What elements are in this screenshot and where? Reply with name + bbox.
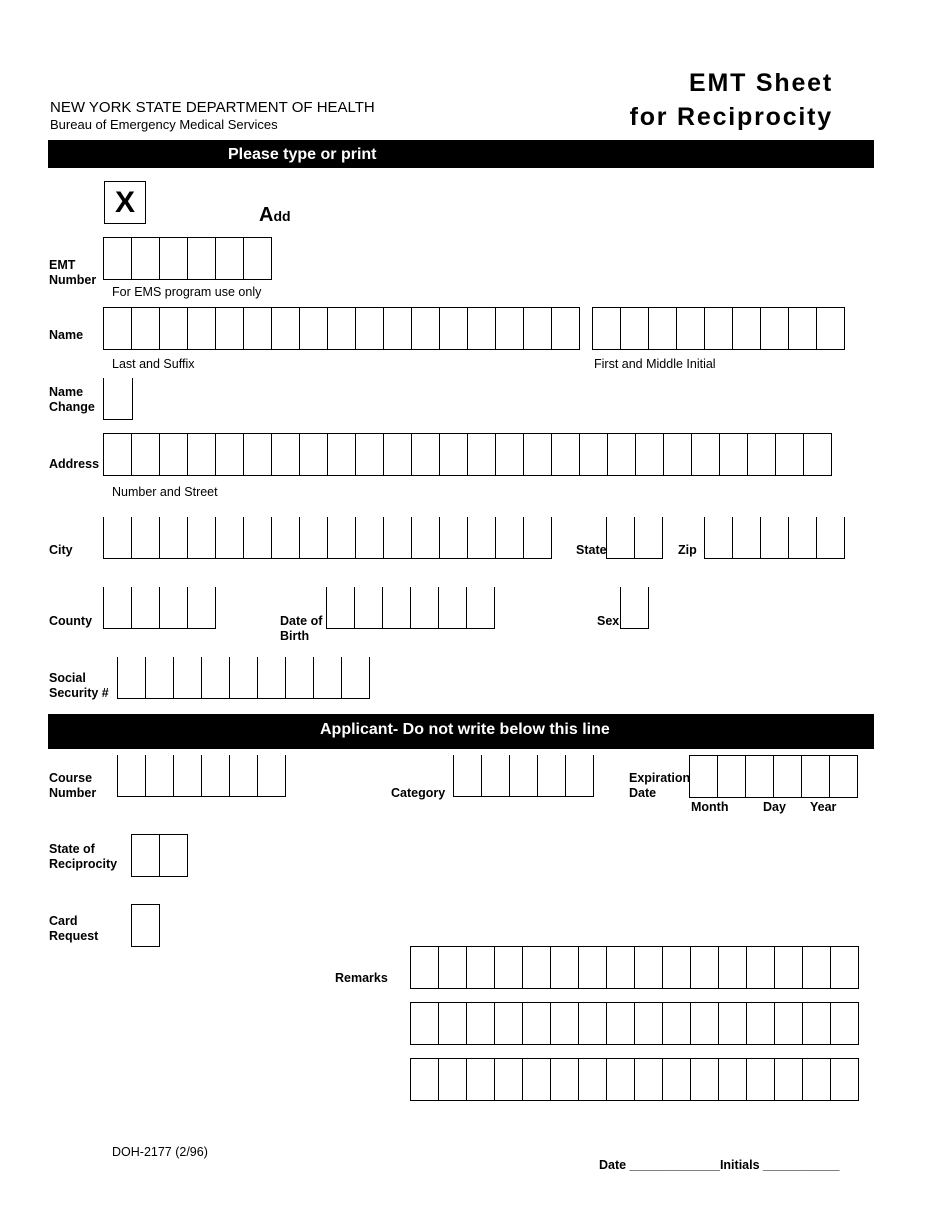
last-name-field[interactable]: [103, 307, 580, 350]
char-box[interactable]: [188, 587, 216, 628]
char-box[interactable]: [691, 1059, 719, 1100]
address-field[interactable]: [103, 433, 832, 476]
char-box[interactable]: [579, 947, 607, 988]
char-box[interactable]: [579, 1059, 607, 1100]
remarks-field-line1[interactable]: [410, 946, 859, 989]
char-box[interactable]: [216, 238, 244, 279]
char-box[interactable]: [244, 238, 272, 279]
char-box[interactable]: [804, 434, 832, 475]
form-title-line1: EMT Sheet: [689, 69, 833, 97]
char-box[interactable]: [160, 517, 188, 558]
expiration-year-label: Year: [810, 800, 837, 814]
char-box[interactable]: [635, 517, 663, 558]
form-title-line2: for Reciprocity: [629, 103, 833, 131]
char-box[interactable]: [719, 1059, 747, 1100]
zip-field[interactable]: [704, 517, 845, 559]
instruction-bar: [48, 140, 874, 168]
char-box[interactable]: [593, 308, 621, 349]
last-name-caption: Last and Suffix: [112, 357, 195, 371]
action-code-box[interactable]: X: [104, 181, 146, 224]
zip-label: Zip: [678, 543, 697, 557]
char-box[interactable]: [384, 517, 412, 558]
char-box[interactable]: [454, 755, 482, 796]
char-box[interactable]: [482, 755, 510, 796]
remarks-field-line3[interactable]: [410, 1058, 859, 1101]
char-box[interactable]: [188, 308, 216, 349]
char-box[interactable]: [496, 308, 524, 349]
char-box[interactable]: [705, 308, 733, 349]
char-box[interactable]: [551, 947, 579, 988]
char-box[interactable]: [300, 434, 328, 475]
char-box[interactable]: [440, 308, 468, 349]
course-number-field[interactable]: [117, 755, 286, 797]
char-box[interactable]: [383, 587, 411, 628]
char-box[interactable]: [690, 756, 718, 797]
card-request-label: [49, 914, 98, 944]
name-change-box[interactable]: [103, 378, 133, 420]
char-box[interactable]: [411, 1059, 439, 1100]
char-box[interactable]: [495, 1059, 523, 1100]
char-box[interactable]: [789, 308, 817, 349]
name-label: Name: [49, 328, 84, 342]
char-box[interactable]: [104, 434, 132, 475]
char-box[interactable]: [552, 308, 580, 349]
char-box[interactable]: [495, 947, 523, 988]
char-box[interactable]: [649, 308, 677, 349]
char-box[interactable]: [803, 947, 831, 988]
card-request-label-line2: Request: [49, 929, 99, 943]
char-box[interactable]: [216, 517, 244, 558]
char-box[interactable]: [230, 755, 258, 796]
char-box[interactable]: [538, 755, 566, 796]
char-box[interactable]: [188, 238, 216, 279]
char-box[interactable]: [160, 434, 188, 475]
char-box[interactable]: [747, 947, 775, 988]
char-box[interactable]: [523, 947, 551, 988]
ssn-label: [49, 671, 109, 701]
char-box[interactable]: [411, 1003, 439, 1044]
char-box[interactable]: [118, 657, 146, 698]
char-box[interactable]: [328, 308, 356, 349]
char-box[interactable]: [677, 308, 705, 349]
char-box[interactable]: [761, 517, 789, 558]
name-change-label-line2: Change: [49, 400, 95, 414]
char-box[interactable]: [608, 434, 636, 475]
char-box[interactable]: [439, 1003, 467, 1044]
char-box[interactable]: [663, 1003, 691, 1044]
char-box[interactable]: [705, 517, 733, 558]
char-box[interactable]: [467, 1003, 495, 1044]
office-use-text: Applicant- Do not write below this line: [320, 721, 610, 738]
char-box[interactable]: [621, 308, 649, 349]
char-box[interactable]: [467, 1059, 495, 1100]
date-line[interactable]: Date _____________: [599, 1158, 720, 1172]
char-box[interactable]: [440, 517, 468, 558]
char-box[interactable]: [132, 517, 160, 558]
first-name-caption: First and Middle Initial: [594, 357, 716, 371]
char-box[interactable]: [272, 308, 300, 349]
char-box[interactable]: [411, 947, 439, 988]
char-box[interactable]: [720, 434, 748, 475]
char-box[interactable]: [258, 755, 286, 796]
reciprocity-label-line2: Reciprocity: [49, 857, 118, 871]
char-box[interactable]: [830, 756, 858, 797]
char-box[interactable]: [188, 434, 216, 475]
char-box[interactable]: [160, 308, 188, 349]
char-box[interactable]: [439, 587, 467, 628]
char-box[interactable]: [551, 1059, 579, 1100]
char-box[interactable]: [817, 517, 845, 558]
category-field[interactable]: [453, 755, 594, 797]
char-box[interactable]: [146, 657, 174, 698]
form-id: DOH-2177 (2/96): [112, 1145, 208, 1159]
dob-label-line1: Date of: [280, 614, 323, 628]
char-box[interactable]: [272, 517, 300, 558]
char-box[interactable]: [412, 308, 440, 349]
instruction-text: Please type or print: [228, 146, 377, 163]
char-box[interactable]: [356, 434, 384, 475]
course-number-label-line1: Course: [49, 771, 93, 785]
char-box[interactable]: [718, 756, 746, 797]
agency-name: NEW YORK STATE DEPARTMENT OF HEALTH: [50, 99, 375, 116]
char-box[interactable]: [342, 657, 370, 698]
char-box[interactable]: [747, 1003, 775, 1044]
char-box[interactable]: [384, 434, 412, 475]
char-box[interactable]: [579, 1003, 607, 1044]
char-box[interactable]: [803, 1003, 831, 1044]
dob-label-line2: Birth: [280, 629, 310, 643]
char-box[interactable]: [524, 308, 552, 349]
char-box[interactable]: [746, 756, 774, 797]
dob-field[interactable]: [326, 587, 495, 629]
emt-number-label: [49, 258, 96, 288]
ssn-label-line1: Social: [49, 671, 86, 685]
char-box[interactable]: [733, 517, 761, 558]
char-box[interactable]: [300, 517, 328, 558]
char-box[interactable]: [244, 434, 272, 475]
char-box[interactable]: [803, 1059, 831, 1100]
char-box[interactable]: [761, 308, 789, 349]
char-box[interactable]: [132, 238, 160, 279]
char-box[interactable]: [802, 756, 830, 797]
char-box[interactable]: [174, 755, 202, 796]
emt-number-label-line2: Number: [49, 273, 97, 287]
char-box[interactable]: [691, 947, 719, 988]
action-label-rest: dd: [273, 208, 291, 224]
remarks-field-line2[interactable]: [410, 1002, 859, 1045]
char-box[interactable]: [104, 587, 132, 628]
char-box[interactable]: [104, 308, 132, 349]
char-box[interactable]: [775, 947, 803, 988]
char-box[interactable]: [132, 308, 160, 349]
char-box[interactable]: [748, 434, 776, 475]
char-box[interactable]: [719, 1003, 747, 1044]
char-box[interactable]: [467, 587, 495, 628]
char-box[interactable]: [160, 587, 188, 628]
course-number-label-line2: Number: [49, 786, 97, 800]
address-label: Address: [49, 457, 100, 471]
dob-label: [280, 614, 322, 644]
char-box[interactable]: [774, 756, 802, 797]
ssn-field[interactable]: [117, 657, 370, 699]
char-box[interactable]: [621, 587, 649, 628]
card-request-label-line1: Card: [49, 914, 78, 928]
name-change-label-line1: Name: [49, 385, 84, 399]
char-box[interactable]: [510, 755, 538, 796]
char-box[interactable]: [356, 308, 384, 349]
card-request-field[interactable]: [131, 904, 160, 947]
char-box[interactable]: [202, 657, 230, 698]
action-label-initial: A: [259, 204, 274, 226]
char-box[interactable]: [607, 1059, 635, 1100]
emt-number-label-line1: EMT: [49, 258, 76, 272]
char-box[interactable]: [132, 434, 160, 475]
char-box[interactable]: [160, 238, 188, 279]
char-box[interactable]: [327, 587, 355, 628]
char-box[interactable]: [104, 517, 132, 558]
char-box[interactable]: [551, 1003, 579, 1044]
reciprocity-field[interactable]: [131, 834, 188, 877]
reciprocity-label: [49, 842, 117, 872]
char-box[interactable]: [439, 947, 467, 988]
char-box[interactable]: [775, 1059, 803, 1100]
char-box[interactable]: [692, 434, 720, 475]
char-box[interactable]: [355, 587, 383, 628]
char-box[interactable]: [552, 434, 580, 475]
char-box[interactable]: [412, 434, 440, 475]
char-box[interactable]: [216, 308, 244, 349]
first-name-field[interactable]: [592, 307, 845, 350]
char-box[interactable]: [607, 1003, 635, 1044]
char-box[interactable]: [104, 238, 132, 279]
county-label: County: [49, 614, 93, 628]
char-box[interactable]: [468, 434, 496, 475]
char-box[interactable]: [664, 434, 692, 475]
state-field[interactable]: [606, 517, 663, 559]
form-title: [630, 66, 833, 134]
char-box[interactable]: [328, 517, 356, 558]
char-box[interactable]: [146, 755, 174, 796]
emt-number-note: For EMS program use only: [112, 285, 262, 299]
char-box[interactable]: [356, 517, 384, 558]
char-box[interactable]: [635, 947, 663, 988]
char-box[interactable]: [244, 308, 272, 349]
expiration-label-line1: Expiration: [629, 771, 691, 785]
char-box[interactable]: [411, 587, 439, 628]
county-field[interactable]: [103, 587, 216, 629]
char-box[interactable]: [663, 1059, 691, 1100]
char-box[interactable]: [286, 657, 314, 698]
char-box[interactable]: [831, 1003, 859, 1044]
char-box[interactable]: [776, 434, 804, 475]
office-use-bar: [48, 714, 874, 749]
char-box[interactable]: [789, 517, 817, 558]
char-box[interactable]: [202, 755, 230, 796]
char-box[interactable]: [328, 434, 356, 475]
char-box[interactable]: [719, 947, 747, 988]
date-initials-line: [599, 1158, 840, 1173]
char-box[interactable]: [160, 835, 188, 876]
city-label: City: [49, 543, 73, 557]
char-box[interactable]: [216, 434, 244, 475]
char-box[interactable]: [272, 434, 300, 475]
char-box[interactable]: [468, 517, 496, 558]
remarks-label: Remarks: [335, 971, 388, 985]
char-box[interactable]: [831, 947, 859, 988]
char-box[interactable]: [188, 517, 216, 558]
char-box[interactable]: [439, 1059, 467, 1100]
expiration-field[interactable]: [689, 755, 858, 798]
char-box[interactable]: [496, 517, 524, 558]
char-box[interactable]: [817, 308, 845, 349]
sex-label: Sex: [597, 614, 620, 628]
char-box[interactable]: [747, 1059, 775, 1100]
char-box[interactable]: [174, 657, 202, 698]
char-box[interactable]: [607, 517, 635, 558]
char-box[interactable]: [663, 947, 691, 988]
char-box[interactable]: [607, 947, 635, 988]
char-box[interactable]: [523, 1003, 551, 1044]
address-caption: Number and Street: [112, 485, 218, 499]
char-box[interactable]: [524, 517, 552, 558]
char-box[interactable]: [635, 1059, 663, 1100]
char-box[interactable]: [467, 947, 495, 988]
char-box[interactable]: [691, 1003, 719, 1044]
char-box[interactable]: [733, 308, 761, 349]
char-box[interactable]: [300, 308, 328, 349]
expiration-label: [629, 771, 690, 801]
char-box[interactable]: [314, 657, 342, 698]
char-box[interactable]: [244, 517, 272, 558]
ssn-label-line2: Security #: [49, 686, 109, 700]
category-label: Category: [391, 786, 446, 800]
char-box[interactable]: [636, 434, 664, 475]
char-box[interactable]: [775, 1003, 803, 1044]
name-change-label: [49, 385, 95, 415]
char-box[interactable]: [384, 308, 412, 349]
reciprocity-label-line1: State of: [49, 842, 95, 856]
char-box[interactable]: [132, 905, 160, 946]
char-box[interactable]: [495, 1003, 523, 1044]
char-box[interactable]: [440, 434, 468, 475]
action-label: [259, 204, 291, 227]
sex-field[interactable]: [620, 587, 649, 629]
char-box[interactable]: [635, 1003, 663, 1044]
char-box[interactable]: [118, 755, 146, 796]
expiration-month-label: Month: [691, 800, 729, 814]
char-box[interactable]: [580, 434, 608, 475]
char-box[interactable]: [496, 434, 524, 475]
char-box[interactable]: [132, 835, 160, 876]
char-box[interactable]: [412, 517, 440, 558]
char-box[interactable]: [132, 587, 160, 628]
emt-number-field[interactable]: [103, 237, 272, 280]
initials-line[interactable]: Initials ___________: [719, 1158, 840, 1172]
expiration-label-line2: Date: [629, 786, 657, 800]
char-box[interactable]: [523, 1059, 551, 1100]
char-box[interactable]: [524, 434, 552, 475]
city-field[interactable]: [103, 517, 552, 559]
char-box[interactable]: [566, 755, 594, 796]
char-box[interactable]: [468, 308, 496, 349]
char-box[interactable]: [258, 657, 286, 698]
course-number-label: [49, 771, 96, 801]
expiration-day-label: Day: [763, 800, 786, 814]
char-box[interactable]: [230, 657, 258, 698]
state-label: State: [576, 543, 607, 557]
bureau-name: Bureau of Emergency Medical Services: [50, 117, 278, 132]
char-box[interactable]: [831, 1059, 859, 1100]
